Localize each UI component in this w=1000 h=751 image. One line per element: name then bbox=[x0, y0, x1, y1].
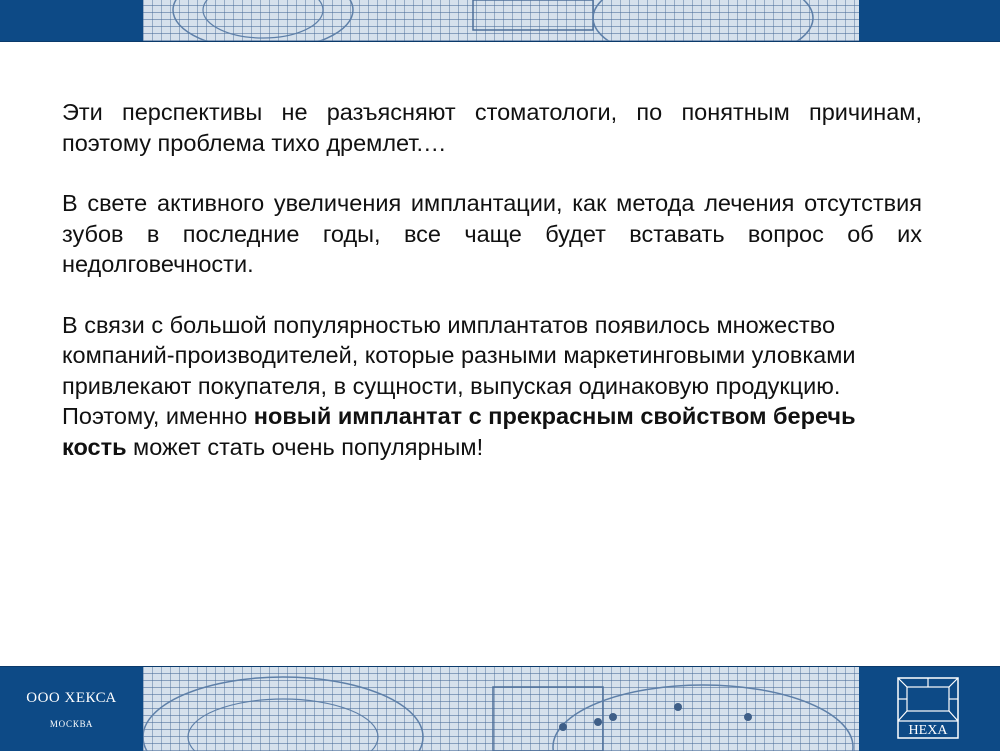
footer-right-blue-block bbox=[859, 667, 1000, 751]
paragraph-3-bold-text: новый имплантат с прекрасным свойством беречь кость bbox=[62, 403, 856, 460]
footer-banner bbox=[0, 666, 1000, 751]
slide-content bbox=[62, 97, 922, 492]
top-mesh-image bbox=[143, 0, 859, 41]
company-city: МОСКВА bbox=[49, 719, 94, 729]
logo-text: HEXA bbox=[908, 723, 948, 738]
footer-left-blue-block bbox=[0, 667, 143, 751]
top-right-blue-block bbox=[859, 0, 1000, 41]
paragraph-3-text-before: В связи с большой популярностью имплантатов появилось множество компаний-производителей, которые разными маркетинговыми уловками привлекают покупателя, в сущности, выпуская одинаковую продукцию. Поэтому, именно bbox=[62, 311, 856, 429]
paragraph-3 bbox=[62, 310, 922, 463]
company-info bbox=[0, 667, 143, 751]
company-name: ООО ХЕКСА bbox=[26, 690, 117, 706]
top-left-blue-block bbox=[0, 0, 143, 41]
hexa-logo-icon bbox=[897, 677, 959, 739]
paragraph-3-text-after: может стать очень популярным! bbox=[126, 433, 484, 460]
paragraph-1: Эти перспективы не разъясняют стоматологи, по понятным причинам, поэтому проблема тихо дремлет.… bbox=[62, 99, 922, 156]
top-banner bbox=[0, 0, 1000, 42]
paragraph-2: В свете активного увеличения имплантации, как метода лечения отсутствия зубов в последние годы, все чаще будет вставать вопрос об их недолговечности. bbox=[62, 190, 922, 277]
footer-mesh-image bbox=[143, 667, 859, 751]
